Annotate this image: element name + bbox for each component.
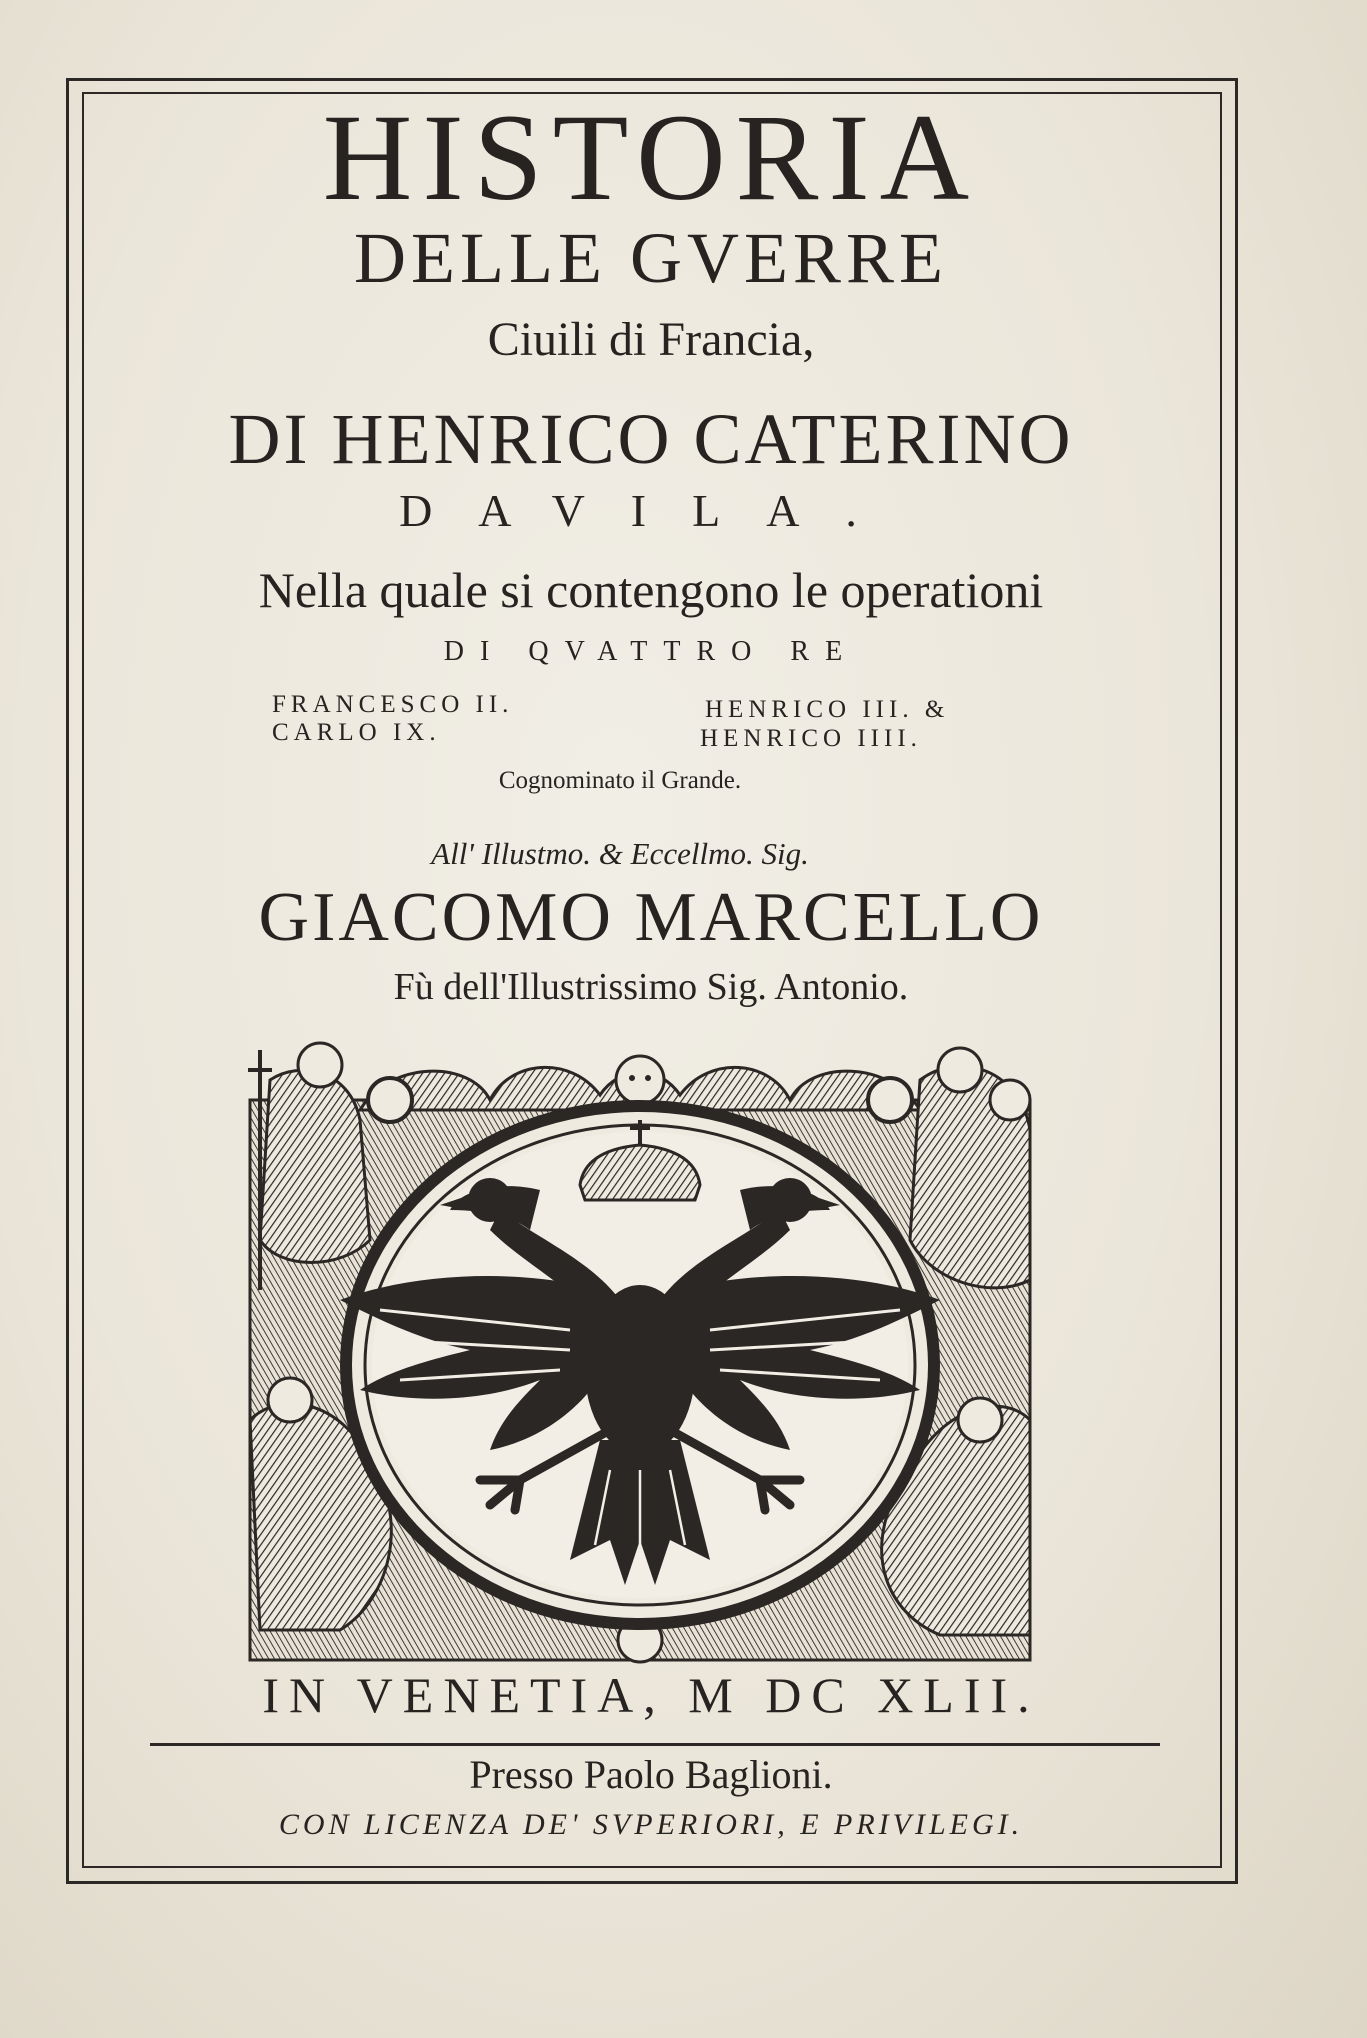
license-line: CON LICENZA DE' SVPERIORI, E PRIVILEGI.: [278, 1808, 1024, 1841]
dedication: All' Illustmo. & Eccellmo. Sig.: [431, 836, 809, 871]
king-name: CARLO IX.: [272, 719, 441, 746]
printer-line: Presso Paolo Baglioni.: [469, 1752, 833, 1797]
kings-heading: DI QVATTRO RE: [443, 636, 859, 667]
author-surname: DAVILA.: [399, 485, 903, 536]
king-name: FRANCESCO II.: [272, 691, 514, 718]
dedicatee: GIACOMO MARCELLO: [258, 879, 1044, 956]
double-headed-eagle-emblem: [240, 1040, 1040, 1670]
book-title: HISTORIA: [322, 89, 980, 226]
eagle-woodcut-icon: [240, 1040, 1040, 1670]
king-name: HENRICO IIII.: [700, 725, 922, 752]
king-name: HENRICO III. &: [705, 696, 950, 723]
dedicatee-note: Fù dell'Illustrissimo Sig. Antonio.: [393, 966, 909, 1008]
description-line: Nella quale si contengono le operationi: [258, 562, 1044, 618]
epithet: Cognominato il Grande.: [498, 767, 742, 794]
subtitle-line-2: Ciuili di Francia,: [487, 313, 815, 366]
imprint-place-date: IN VENETIA, M DC XLII.: [262, 1667, 1040, 1723]
imprint-rule: [150, 1743, 1160, 1746]
author-line: DI HENRICO CATERINO: [228, 399, 1074, 479]
subtitle-line-1: DELLE GVERRE: [354, 218, 948, 298]
